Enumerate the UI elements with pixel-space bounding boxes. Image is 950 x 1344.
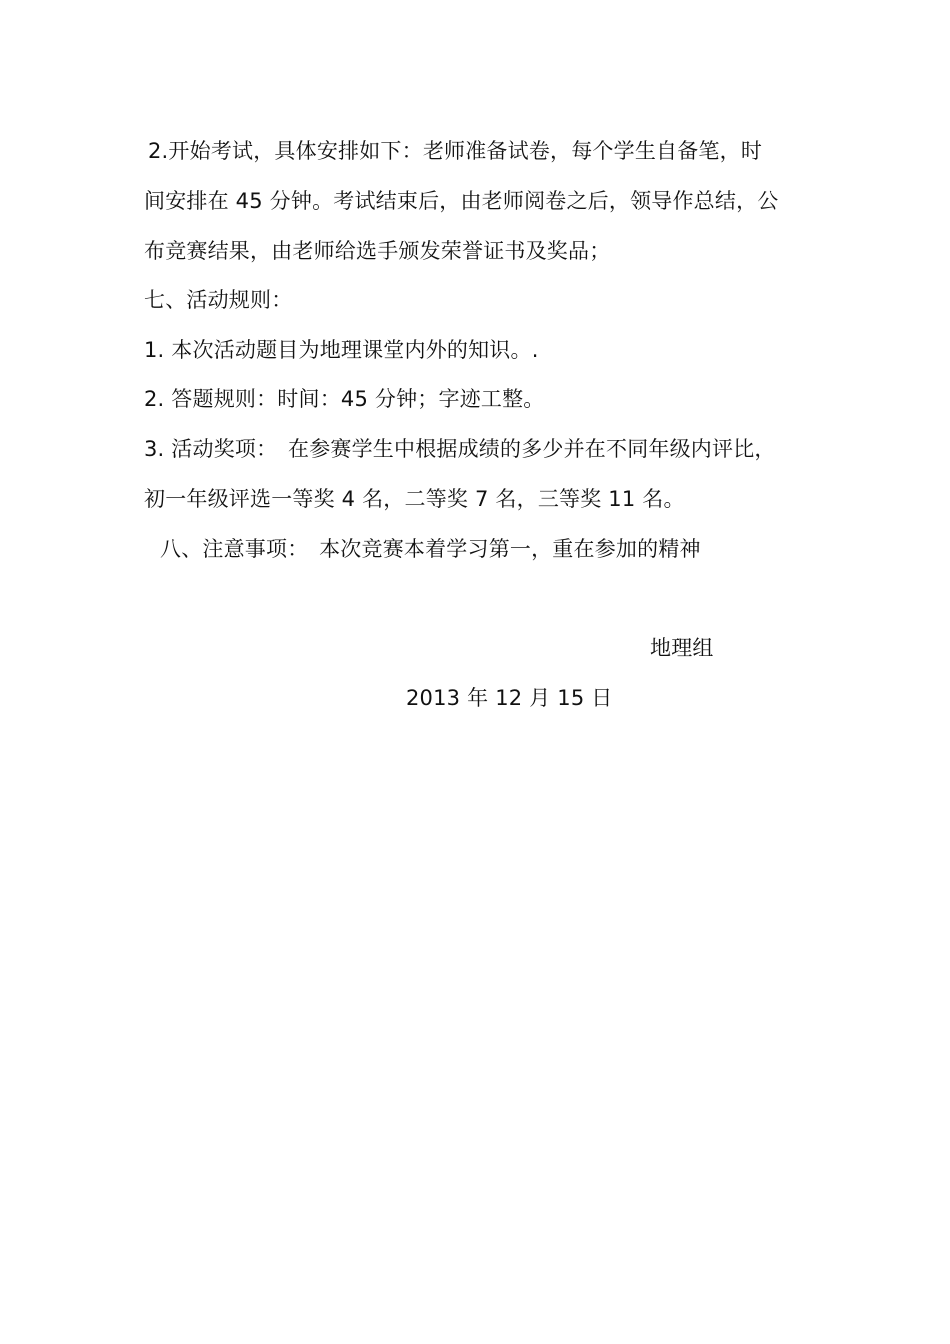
rule-item-3-line-1: 3. 活动奖项： 在参赛学生中根据成绩的多少并在不同年级内评比， xyxy=(144,437,776,461)
rule-item-1: 1. 本次活动题目为地理课堂内外的知识。. xyxy=(144,338,539,362)
section-heading-activity-rules: 七、活动规则： xyxy=(144,288,293,312)
section-heading-notes: 八、注意事项： 本次竞赛本着学习第一，重在参加的精神 xyxy=(160,537,701,561)
paragraph-exam-arrangement-line-3: 布竞赛结果，由老师给选手颁发荣誉证书及奖品； xyxy=(144,239,611,263)
paragraph-exam-arrangement-line-2: 间安排在 45 分钟。考试结束后，由老师阅卷之后，领导作总结，公 xyxy=(144,189,779,213)
document-date: 2013 年 12 月 15 日 xyxy=(406,686,613,710)
rule-item-2: 2. 答题规则：时间：45 分钟；字迹工整。 xyxy=(144,387,545,411)
signature: 地理组 xyxy=(650,636,714,660)
paragraph-exam-arrangement-line-1: 2.开始考试，具体安排如下：老师准备试卷，每个学生自备笔，时 xyxy=(148,139,763,163)
rule-item-3-line-2: 初一年级评选一等奖 4 名，二等奖 7 名，三等奖 11 名。 xyxy=(144,487,685,511)
